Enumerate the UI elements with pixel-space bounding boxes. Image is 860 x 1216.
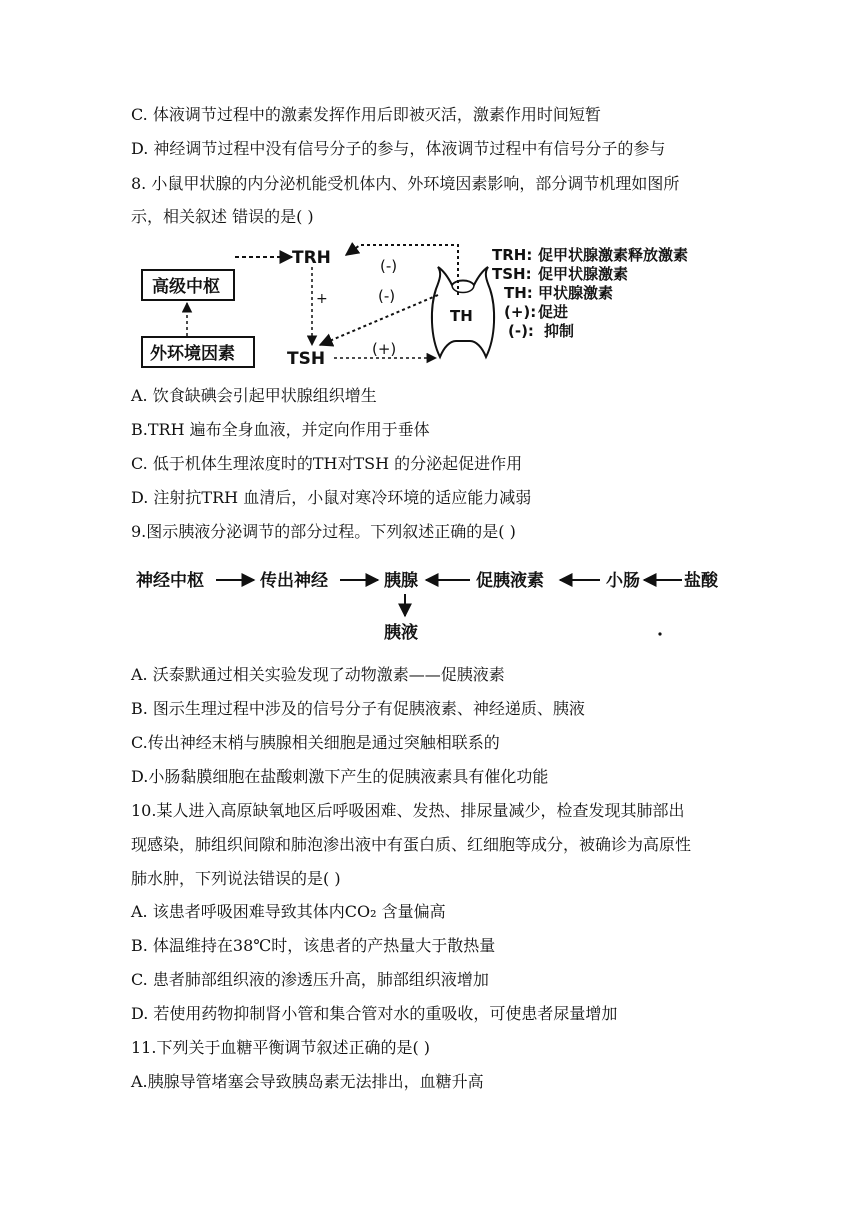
figure-thyroid-regulation — [140, 237, 740, 375]
legend-key-th: TH: — [504, 284, 533, 302]
option-10a: A. 该患者呼吸困难导致其体内CO₂ 含量偏高 — [131, 902, 446, 921]
figure-pancreatic-secretion — [130, 562, 730, 644]
option-9d: D.小肠黏膜细胞在盐酸刺激下产生的促胰液素具有催化功能 — [131, 767, 549, 786]
label-plus-small: + — [316, 291, 328, 307]
option-8d: D. 注射抗TRH 血清后，小鼠对寒冷环境的适应能力减弱 — [131, 488, 532, 507]
legend-desc-minus: 抑制 — [544, 322, 575, 340]
node-small-intestine: 小肠 — [606, 571, 640, 591]
label-promote-tsh: (+) — [372, 340, 397, 358]
question-8-line2: 示，相关叙述 错误的是( ) — [131, 207, 314, 226]
legend-desc-th: 甲状腺激素 — [538, 284, 614, 302]
label-inhibit-1: (-) — [380, 257, 398, 275]
legend-key-tsh: TSH: — [492, 265, 532, 283]
option-8b: B.TRH 遍布全身血液，并定向作用于垂体 — [131, 420, 430, 439]
question-8-line1: 8. 小鼠甲状腺的内分泌机能受机体内、外环境因素影响，部分调节机理如图所 — [131, 174, 680, 193]
option-9b: B. 图示生理过程中涉及的信号分子有促胰液素、神经递质、胰液 — [131, 699, 585, 718]
option-7c: C. 体液调节过程中的激素发挥作用后即被灭活，激素作用时间短暂 — [131, 105, 601, 124]
node-nerve-center: 神经中枢 — [136, 571, 204, 591]
box-higher-center: 高级中枢 — [152, 277, 220, 297]
question-9: 9.图示胰液分泌调节的部分过程。下列叙述正确的是( ) — [131, 522, 516, 541]
option-8c: C. 低于机体生理浓度时的TH对TSH 的分泌起促进作用 — [131, 454, 523, 473]
question-11: 11.下列关于血糖平衡调节叙述正确的是( ) — [131, 1038, 431, 1057]
option-10d: D. 若使用药物抑制肾小管和集合管对水的重吸收，可使患者尿量增加 — [131, 1004, 618, 1023]
label-trh: TRH — [292, 248, 331, 268]
node-pancreatic-juice: 胰液 — [384, 623, 418, 643]
option-9c: C.传出神经末梢与胰腺相关细胞是通过突触相联系的 — [131, 733, 500, 752]
option-11a: A.胰腺导管堵塞会导致胰岛素无法排出，血糖升高 — [131, 1072, 484, 1091]
option-10b: B. 体温维持在38℃时，该患者的产热量大于散热量 — [131, 936, 496, 955]
option-9a: A. 沃泰默通过相关实验发现了动物激素——促胰液素 — [131, 665, 505, 684]
question-10-line1: 10.某人进入高原缺氧地区后呼吸困难、发热、排尿量减少，检查发现其肺部出 — [131, 801, 685, 820]
legend-key-trh: TRH: — [492, 246, 533, 264]
legend-key-plus: (+): — [504, 303, 537, 321]
node-efferent-nerve: 传出神经 — [260, 571, 328, 591]
node-pancreas: 胰腺 — [384, 571, 418, 591]
node-secretin: 促胰液素 — [476, 571, 544, 591]
question-10-line3: 肺水肿，下列说法错误的是( ) — [131, 869, 341, 888]
question-10-line2: 现感染，肺组织间隙和肺泡渗出液中有蛋白质、红细胞等成分，被确诊为高原性 — [131, 835, 692, 854]
label-inhibit-2: (-) — [378, 287, 396, 305]
node-hydrochloric-acid: 盐酸 — [684, 571, 718, 591]
legend-desc-trh: 促甲状腺激素释放激素 — [538, 246, 689, 264]
legend-desc-plus: 促进 — [538, 303, 569, 321]
label-tsh: TSH — [287, 349, 326, 369]
box-external-factors: 外环境因素 — [150, 344, 235, 364]
legend-key-minus: (-): — [508, 322, 534, 340]
legend-desc-tsh: 促甲状腺激素 — [538, 265, 629, 283]
option-8a: A. 饮食缺碘会引起甲状腺组织增生 — [131, 386, 377, 405]
label-th: TH — [450, 307, 473, 325]
option-7d: D. 神经调节过程中没有信号分子的参与，体液调节过程中有信号分子的参与 — [131, 139, 666, 158]
option-10c: C. 患者肺部组织液的渗透压升高，肺部组织液增加 — [131, 970, 489, 989]
